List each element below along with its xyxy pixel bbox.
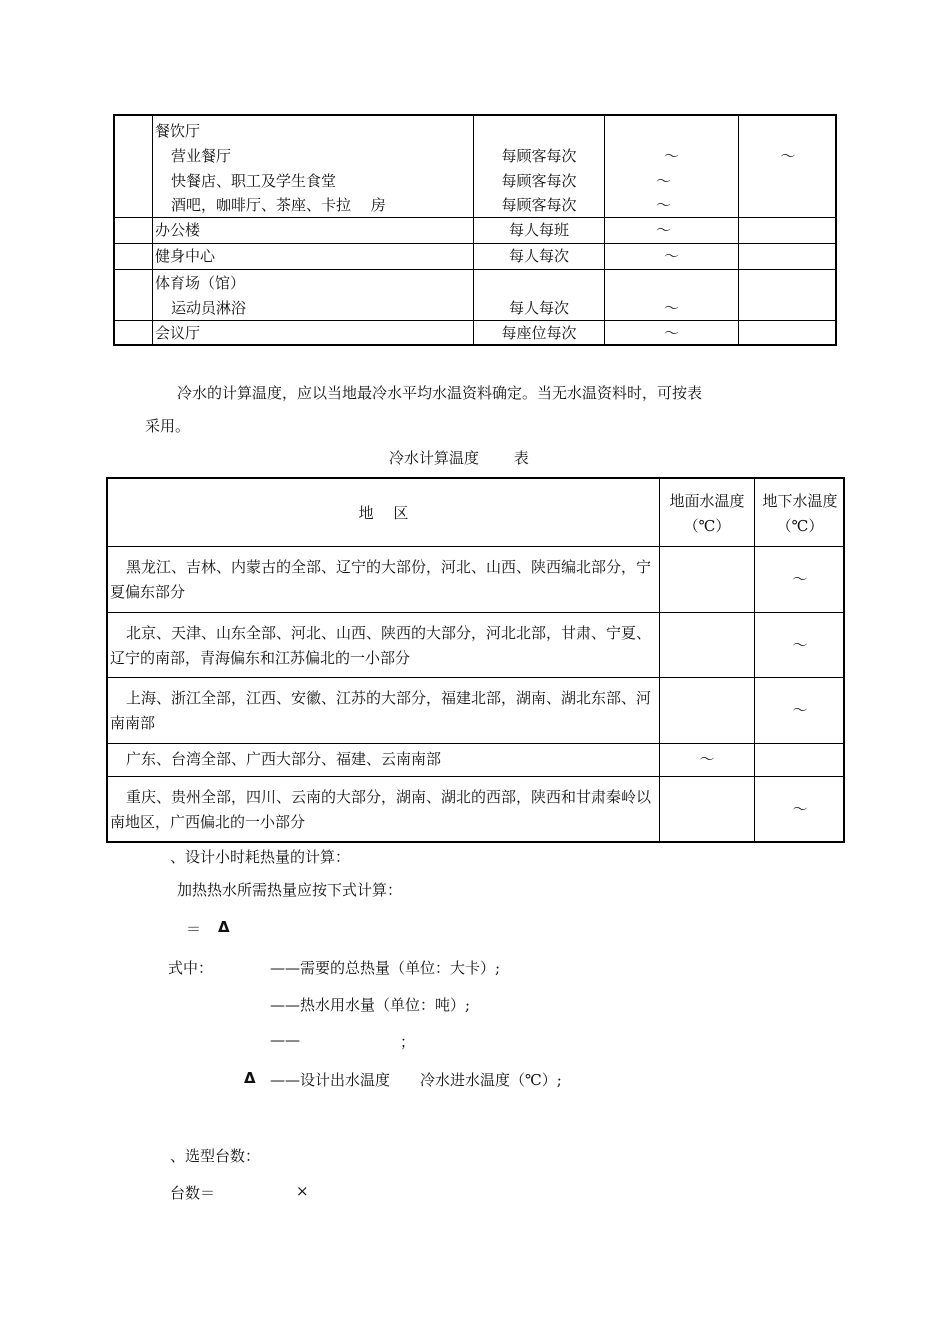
table-row-region: 重庆、贵州全部，四川、云南的大部分，湖南、湖北的西部，陕西和甘肃秦岭以南地区，广西偏北的一小部分 <box>110 788 652 831</box>
table-row-region: 北京、天津、山东全部、河北、山西、陕西的大部分，河北北部，甘肃、宁夏、辽宁的南部，青海偏东和江苏偏北的一小部分 <box>110 624 652 667</box>
formula-delta-symbol: Δ <box>218 918 230 936</box>
section-heading: 、设计小时耗热量的计算： <box>170 848 351 866</box>
column-header-ground: 地下水温度 <box>762 492 838 510</box>
table-row-label: 健身中心 <box>155 247 216 265</box>
table-row-label: 会议厅 <box>155 324 201 342</box>
table-cell-ground: ～ <box>792 800 808 818</box>
cold-water-temperature-table <box>106 477 845 843</box>
formula-times-symbol: × <box>296 1182 309 1200</box>
body-paragraph-line: 冷水的计算温度，应以当地最冷水平均水温资料确定。当无水温资料时，可按表 <box>177 384 703 402</box>
column-header-region: 地 区 <box>358 504 409 522</box>
table-cell-value: ～ <box>663 324 679 342</box>
table-row-unit: 每顾客每次 <box>501 172 577 190</box>
body-paragraph-line: 加热热水所需热量应按下式计算： <box>177 881 403 899</box>
column-header-ground-unit: （℃） <box>776 517 824 535</box>
table-row-label: 办公楼 <box>155 221 201 239</box>
table-row-unit: 每人每次 <box>508 299 569 317</box>
column-header-surface-unit: （℃） <box>683 517 731 535</box>
body-paragraph-line: 采用。 <box>145 417 191 435</box>
table-row-label: 快餐店、职工及学生食堂 <box>171 172 337 190</box>
section-heading: 、选型台数： <box>170 1147 261 1165</box>
formula-label: 台数＝ <box>170 1184 216 1202</box>
table-row-label: 体育场（馆） <box>155 274 246 292</box>
water-usage-table <box>113 114 837 346</box>
table-cell-surface: ～ <box>699 750 715 768</box>
where-label: 式中： <box>168 959 214 977</box>
table-cell-ground: ～ <box>792 701 808 719</box>
table-cell-ground: ～ <box>792 636 808 654</box>
table-row-unit: 每座位每次 <box>501 324 577 342</box>
table-row-label: 酒吧，咖啡厅、茶座、卡拉 房 <box>171 196 386 214</box>
table-row-region: 广东、台湾全部、广西大部分、福建、云南南部 <box>126 750 442 768</box>
table-row-unit: 每人每班 <box>508 221 569 239</box>
table-cell-value: ～ <box>663 299 679 317</box>
delta-symbol: Δ <box>244 1069 256 1087</box>
table-row-label: 餐饮厅 <box>155 122 201 140</box>
definition-dash: —— <box>270 1031 300 1049</box>
table-cell-value: ～ <box>656 172 672 190</box>
table-row-region: 黑龙江、吉林、内蒙古的全部、辽宁的大部份，河北、山西、陕西编北部分，宁夏偏东部分 <box>110 558 652 601</box>
table-row-unit: 每人每次 <box>508 247 569 265</box>
column-header-surface: 地面水温度 <box>669 492 745 510</box>
table-caption: 冷水计算温度 表 <box>389 449 529 467</box>
table-cell-value: ～ <box>780 147 796 165</box>
table-cell-value: ～ <box>656 221 672 239</box>
formula-equals: ＝ <box>186 920 202 938</box>
definition-line: ——热水用水量（单位：吨）; <box>270 996 471 1014</box>
table-row-unit: 每顾客每次 <box>501 196 577 214</box>
definition-line: ——设计出水温度 冷水进水温度（℃）; <box>270 1071 562 1089</box>
table-row-unit: 每顾客每次 <box>501 147 577 165</box>
definition-semicolon: ； <box>400 1033 416 1051</box>
table-row-label: 运动员淋浴 <box>171 299 247 317</box>
table-cell-value: ～ <box>663 147 679 165</box>
table-row-region: 上海、浙江全部，江西、安徽、江苏的大部分，福建北部，湖南、湖北东部、河南南部 <box>110 689 652 732</box>
table-cell-value: ～ <box>656 196 672 214</box>
definition-line: ——需要的总热量（单位：大卡）; <box>270 959 501 977</box>
table-cell-value: ～ <box>663 247 679 265</box>
table-cell-ground: ～ <box>792 570 808 588</box>
table-row-label: 营业餐厅 <box>171 147 232 165</box>
